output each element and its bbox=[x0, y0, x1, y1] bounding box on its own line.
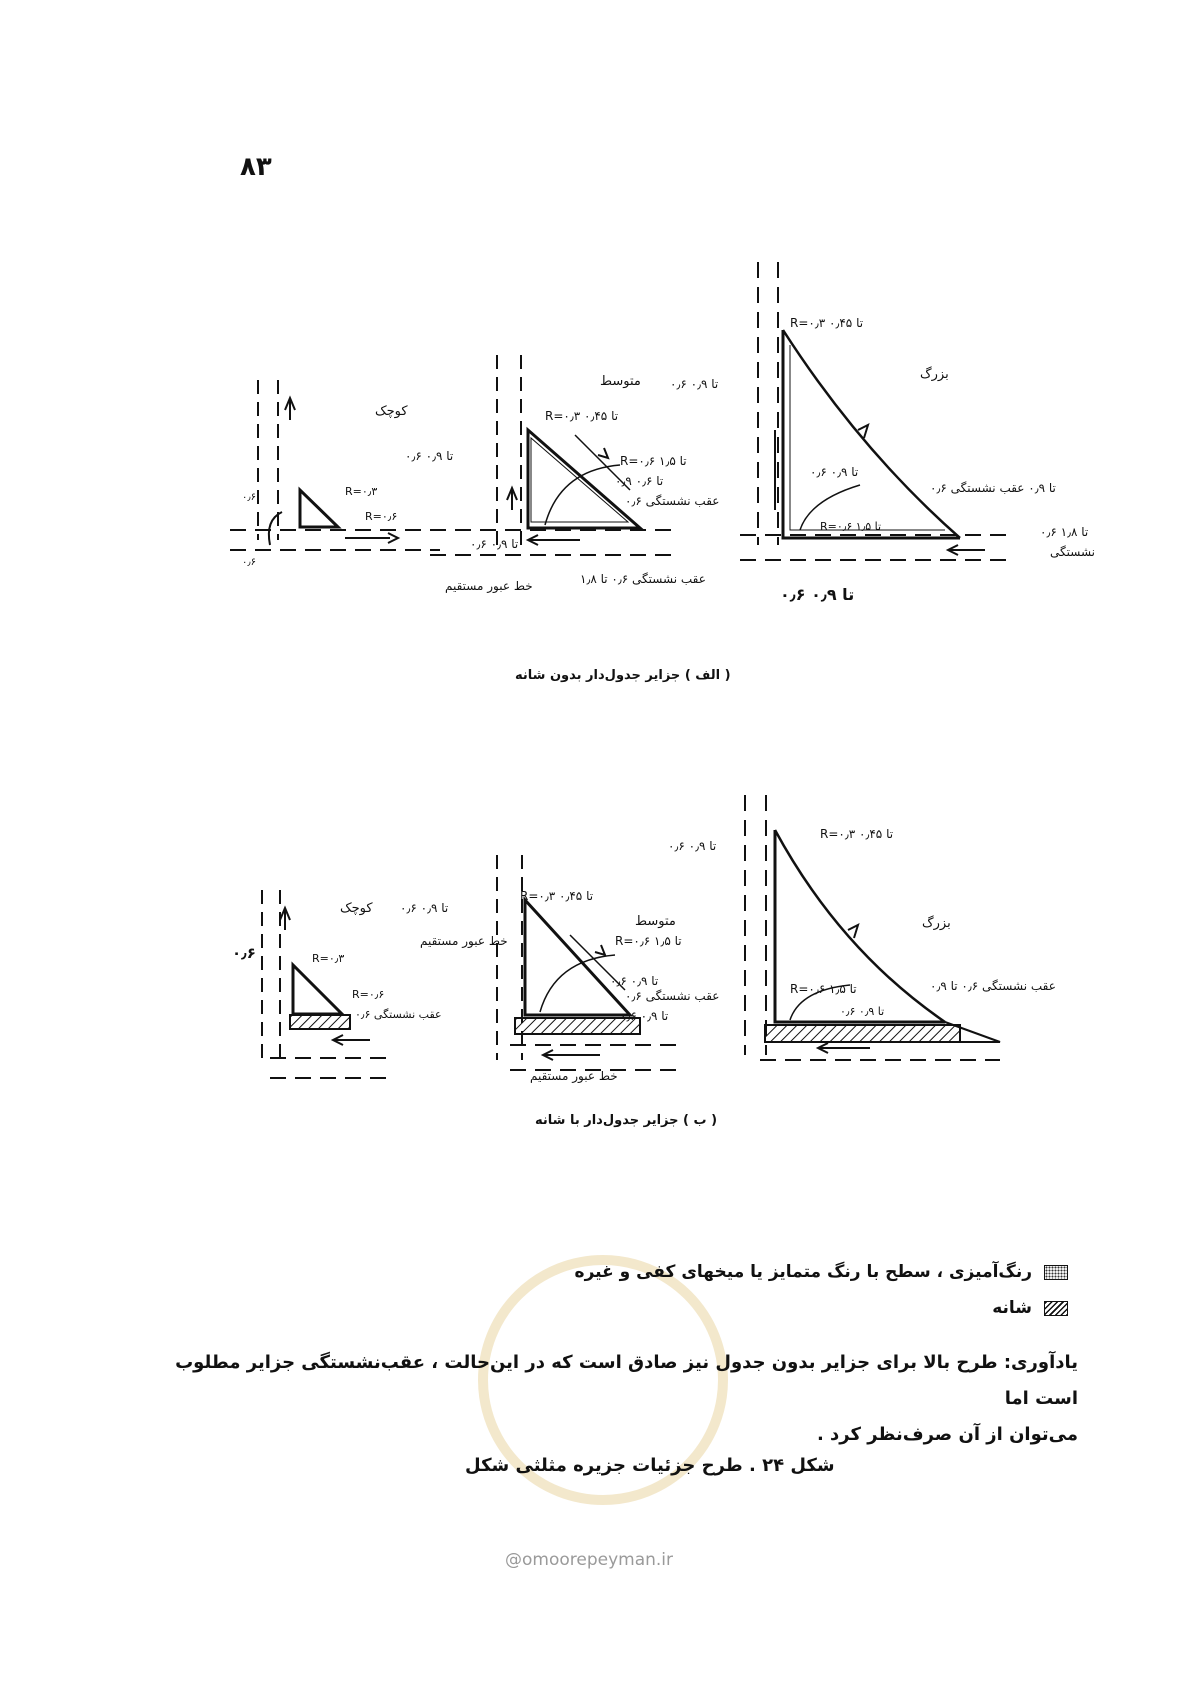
medium-b-label-3: R=۰٫۶ تا ۱٫۵ bbox=[615, 934, 682, 948]
large-a-label-7: ۰٫۶ تا ۰٫۹ bbox=[780, 585, 855, 604]
medium-b-label-6: ۰٫۶ تا ۰٫۹ bbox=[620, 1009, 669, 1023]
watermark-text: @omoorepeyman.ir bbox=[505, 1550, 674, 1570]
large-b-size-label: بزرگ bbox=[922, 916, 951, 931]
small-b-label-2: ۰٫۶ bbox=[232, 944, 256, 962]
large-a-label-4: ۰٫۶ تا ۰٫۹ عقب نشستگی bbox=[930, 481, 1056, 495]
medium-a-label-3: عقب نشستگی ۰٫۶ bbox=[625, 494, 720, 508]
medium-a-label-0: R=۰٫۳ تا ۰٫۴۵ bbox=[545, 409, 619, 423]
medium-island-b bbox=[497, 855, 680, 1070]
large-a-label-2: ۰٫۶ تا ۰٫۹ bbox=[810, 465, 859, 479]
small-b-label-1: R=۰٫۶ bbox=[352, 988, 385, 1001]
small-a-label-0: R=۰٫۳ bbox=[345, 485, 378, 498]
medium-a-label-7: خط عبور مستقیم bbox=[445, 579, 533, 593]
large-b-label-3: عقب نشستگی ۰٫۶ تا ۰٫۹ bbox=[930, 979, 1056, 993]
medium-b-label-5: عقب نشستگی ۰٫۶ bbox=[625, 989, 720, 1003]
large-b-label-1: ۰٫۶ تا ۰٫۹ bbox=[668, 839, 717, 853]
medium-a-label-4: ۰٫۹ تا ۰٫۶ bbox=[615, 474, 664, 488]
legend-text-dots: رنگ‌آمیزی ، سطح با رنگ متمایز یا میخهای کفی و غیره bbox=[574, 1262, 1032, 1282]
figure-b-drawing bbox=[0, 780, 1190, 1100]
large-a-label-6: نشستگی bbox=[1050, 545, 1095, 559]
medium-a-label-1: ۰٫۶ تا ۰٫۹ bbox=[405, 449, 454, 463]
medium-b-label-7: خط عبور مستقیم bbox=[530, 1069, 618, 1083]
large-a-size-label: بزرگ bbox=[920, 367, 949, 382]
large-a-label-3: R=۰٫۶ تا ۱٫۵ bbox=[820, 520, 882, 533]
medium-b-label-0: ۰٫۶ تا ۰٫۹ bbox=[400, 901, 449, 915]
note-paragraph bbox=[138, 1345, 1078, 1453]
note-line-1: یادآوری: طرح بالا برای جزایر بدون جدول نیز صادق است که در این‌حالت ، عقب‌نشستگی جزایر مطلوب است اما bbox=[175, 1352, 1078, 1409]
figure-a-drawing bbox=[0, 0, 1190, 620]
small-island-a bbox=[230, 380, 440, 550]
large-island-a bbox=[740, 262, 1010, 560]
legend-row-dots bbox=[575, 1262, 1068, 1282]
medium-a-label-5: ۰٫۶ تا ۰٫۹ bbox=[470, 537, 519, 551]
large-b-label-0: R=۰٫۳ تا ۰٫۴۵ bbox=[820, 827, 894, 841]
figure-a-caption: ( الف ) جزایر جدول‌دار بدون شانه bbox=[515, 668, 731, 683]
note-line-2: می‌توان از آن صرف‌نظر کرد . bbox=[816, 1424, 1078, 1445]
legend-row-hatch bbox=[992, 1298, 1068, 1318]
small-b-label-3: ۰٫۶ عقب نشستگی bbox=[355, 1008, 442, 1021]
medium-a-label-6: عقب نشستگی ۰٫۶ تا ۱٫۸ bbox=[580, 572, 706, 586]
small-a-label-2: ۰٫۶ bbox=[242, 492, 256, 503]
medium-b-size-label: متوسط bbox=[635, 914, 676, 929]
figure-caption: شکل ۲۴ . طرح جزئیات جزیره مثلثی شکل bbox=[465, 1455, 835, 1476]
dotted-pattern-icon bbox=[1044, 1265, 1068, 1280]
figure-b-caption: ( ب ) جزایر جدول‌دار با شانه bbox=[535, 1113, 718, 1128]
medium-b-label-4: ۰٫۶ تا ۰٫۹ bbox=[610, 974, 659, 988]
medium-a-size-label: متوسط bbox=[600, 374, 641, 389]
page-number: ۸۳ bbox=[240, 152, 272, 182]
small-a-label-1: R=۰٫۶ bbox=[365, 510, 398, 523]
medium-b-label-1: R=۰٫۳ تا ۰٫۴۵ bbox=[520, 889, 594, 903]
small-a-size-label: کوچک bbox=[375, 404, 408, 419]
small-island-b bbox=[262, 890, 395, 1078]
medium-a-label-2: R=۰٫۶ تا ۱٫۵ bbox=[620, 454, 687, 468]
large-b-label-4: ۰٫۶ تا ۰٫۹ bbox=[840, 1005, 885, 1018]
medium-b-label-2: خط عبور مستقیم bbox=[420, 934, 508, 948]
small-b-label-0: R=۰٫۳ bbox=[312, 952, 345, 965]
large-a-label-0: R=۰٫۳ تا ۰٫۴۵ bbox=[790, 316, 864, 330]
legend-text-hatch: شانه bbox=[992, 1298, 1032, 1318]
large-a-label-1: ۰٫۶ تا ۰٫۹ bbox=[670, 377, 719, 391]
large-b-label-2: R=۰٫۶ تا ۱٫۵ bbox=[790, 982, 857, 996]
large-a-label-5: ۰٫۶ تا ۱٫۸ bbox=[1040, 525, 1089, 539]
hatched-pattern-icon bbox=[1044, 1301, 1068, 1316]
small-b-size-label: کوچک bbox=[340, 901, 373, 916]
small-a-label-3: ۰٫۶ bbox=[242, 557, 256, 568]
